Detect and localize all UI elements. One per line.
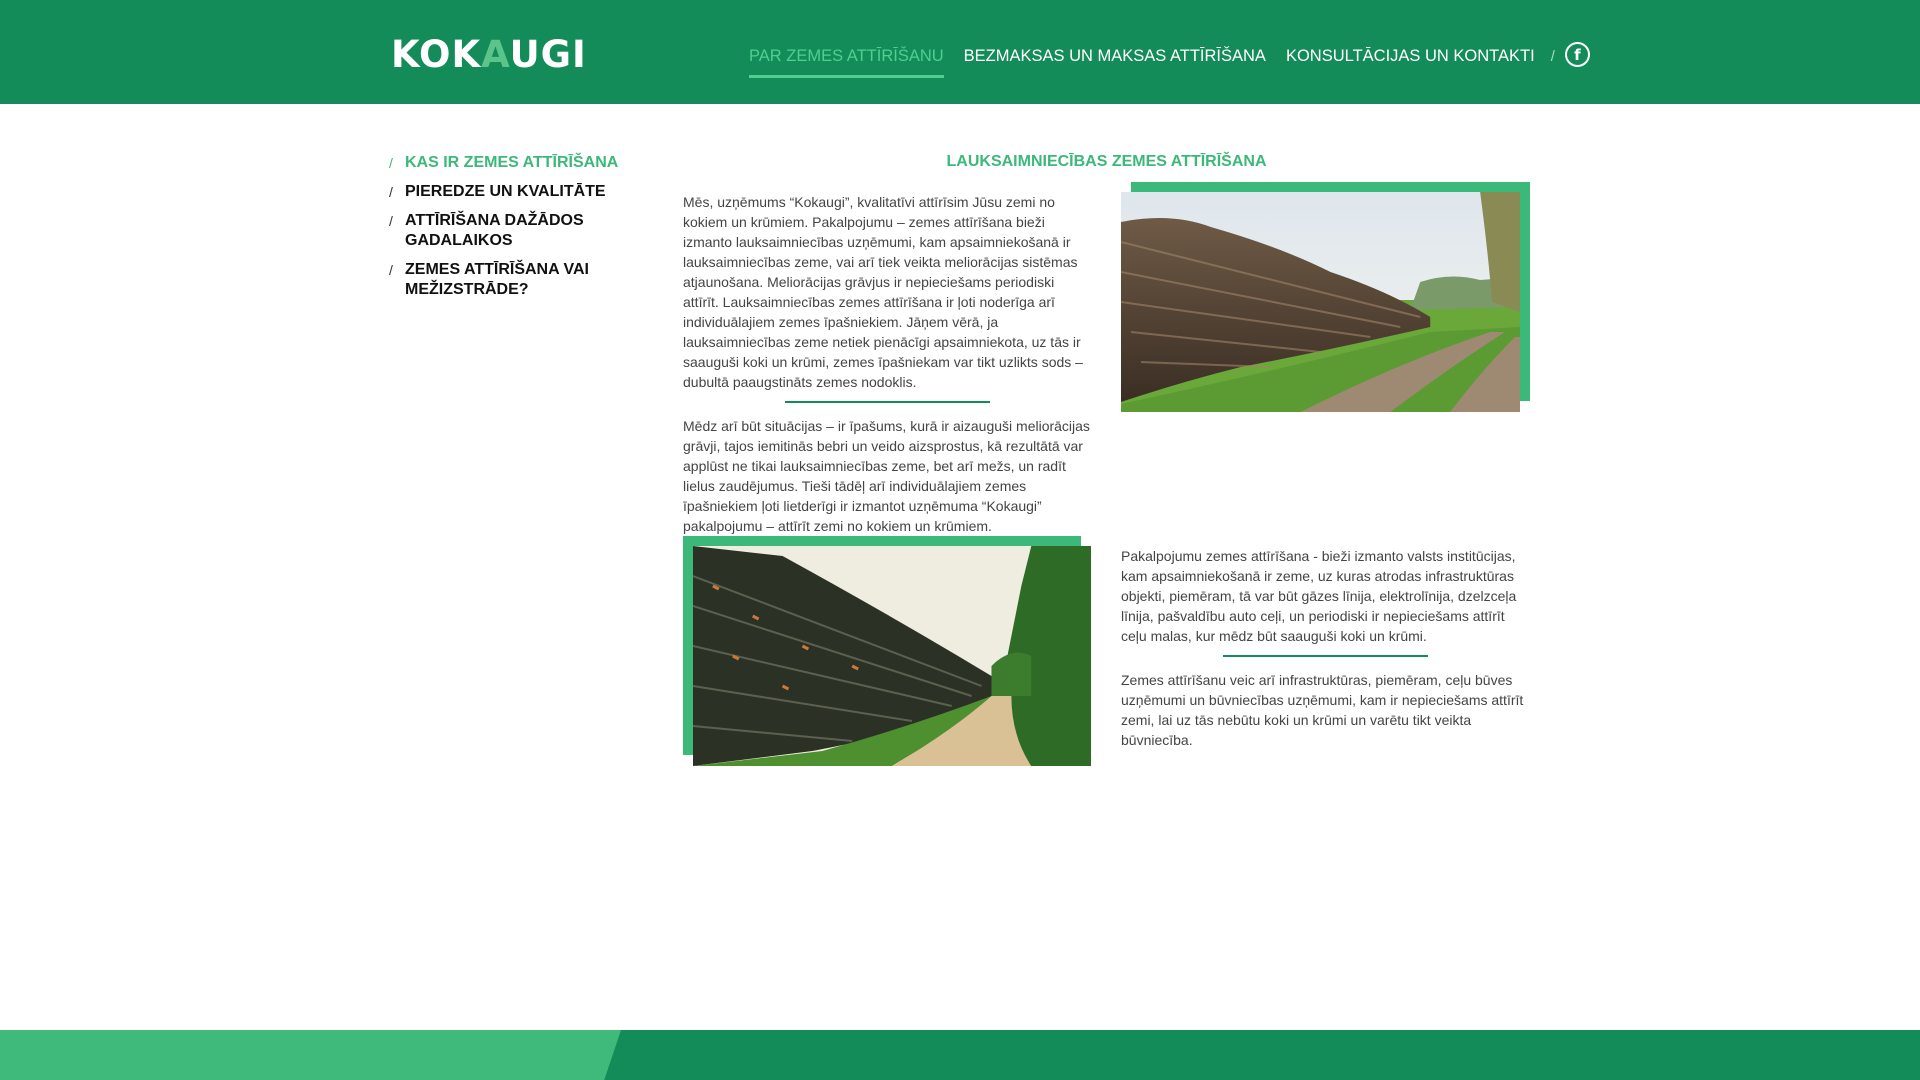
page-title: LAUKSAIMNIECĪBAS ZEMES ATTĪRĪŠANA [946, 153, 1267, 170]
sidebar-item-label: ATTĪRĪŠANA DAŽĀDOS GADALAIKOS [405, 212, 584, 249]
divider [1223, 655, 1428, 657]
nav-bezmaksas-un-maksas[interactable]: BEZMAKSAS UN MAKSAS ATTĪRĪŠANA [963, 47, 1266, 65]
site-header [0, 0, 1920, 104]
sidebar-item-label: KAS IR ZEMES ATTĪRĪŠANA [405, 154, 619, 171]
paragraph-2: Mēdz arī būt situācijas – ir īpašums, kurā ir aizauguši meliorācijas grāvji, tajos iemitinās bebri un veido aizsprostus, kā rezultātā var applūst ne tikai lauksaimniecības zeme, bet arī mežs, un radīt lielus zaudējumus. Tieši tādēļ arī individuālajiem zemes īpašniekiem ļoti lietderīgi ir izmantot uzņēmuma “Kokaugi” pakalpojumu – attīrīt zemi no kokiem un krūmiem. [683, 418, 1090, 534]
footer-accent-band [0, 1030, 621, 1080]
slash-icon: / [389, 184, 393, 200]
nav-konsultacijas-un-kontakti[interactable]: KONSULTĀCIJAS UN KONTAKTI [1285, 47, 1535, 65]
logo-text-accent: A [481, 33, 510, 76]
facebook-icon[interactable]: f [1565, 42, 1590, 67]
sidebar-item-pieredze-un-kvalitate[interactable] [389, 182, 629, 202]
site-footer [0, 1030, 1920, 1080]
sidebar-item-label: ZEMES ATTĪRĪŠANA VAI MEŽIZSTRĀDE? [405, 261, 589, 298]
logo-text-part2: UGI [509, 33, 587, 76]
sidebar-item-zemes-attirisana-vai-mezizstrade[interactable] [389, 260, 629, 300]
paragraph-4: Zemes attīrīšanu veic arī infrastruktūras, piemēram, ceļu būves uzņēmumi un būvniecības uzņēmumi, kam ir nepieciešams attīrīt zemi, lai uz tās nebūtu koki un krūmi un varētu tikt veikta būvniecība. [1121, 672, 1524, 748]
paragraph-3: Pakalpojumu zemes attīrīšana - bieži izmanto valsts institūcijas, kam apsaimniekošanā ir zeme, uz kuras atrodas infrastruktūras objekti, piemēram, tā var būt gāzes līnija, elektrolīnija, dzelzceļa līnija, pašvaldību auto ceļi, un periodiski ir nepieciešams attīrīt ceļu malas, kur mēdz būt saauguši koki un krūmi. [1121, 548, 1517, 644]
sidebar [389, 153, 629, 309]
main-nav [749, 44, 1590, 68]
logo-text-part1: KOK [391, 33, 482, 76]
slash-icon: / [389, 262, 393, 278]
sidebar-item-attirisana-dazados-gadalaikos[interactable] [389, 211, 629, 251]
photo-branch-pile-field-graphic [1121, 192, 1520, 412]
nav-par-zemes-attirisanu[interactable]: PAR ZEMES ATTĪRĪŠANU [749, 44, 944, 68]
nav-separator: / [1550, 47, 1555, 65]
photo-logs-along-road [693, 546, 1091, 766]
slash-icon: / [389, 155, 393, 171]
slash-icon: / [389, 213, 393, 229]
divider [785, 401, 990, 403]
photo-logs-along-road-graphic [693, 546, 1091, 766]
logo[interactable] [391, 33, 587, 77]
sidebar-item-kas-ir-zemes-attirisana[interactable] [389, 153, 629, 173]
paragraph-1: Mēs, uzņēmums “Kokaugi”, kvalitatīvi attīrīsim Jūsu zemi no kokiem un krūmiem. Pakalpojumu – zemes attīrīšana bieži izmanto lauksaimniecības uzņēmumi, kam apsaimniekošanā ir lauksaimniecības zeme, vai arī tiek veikta meliorācijas sistēmas atjaunošana. Meliorācijas grāvjus ir nepieciešams periodiski attīrīt. Lauksaimniecības zemes attīrīšana ir ļoti noderīga arī individuālajiem zemes īpašniekiem. Jāņem vērā, ja lauksaimniecības zeme netiek pienācīgi apsaimniekota, uz tās ir saauguši koki un krūmi, zemes īpašniekam var tikt uzlikts sods – dubultā paaugstināts zemes nodoklis. [683, 194, 1083, 390]
photo-branch-pile-field [1121, 192, 1520, 412]
sidebar-item-label: PIEREDZE UN KVALITĀTE [405, 183, 606, 200]
